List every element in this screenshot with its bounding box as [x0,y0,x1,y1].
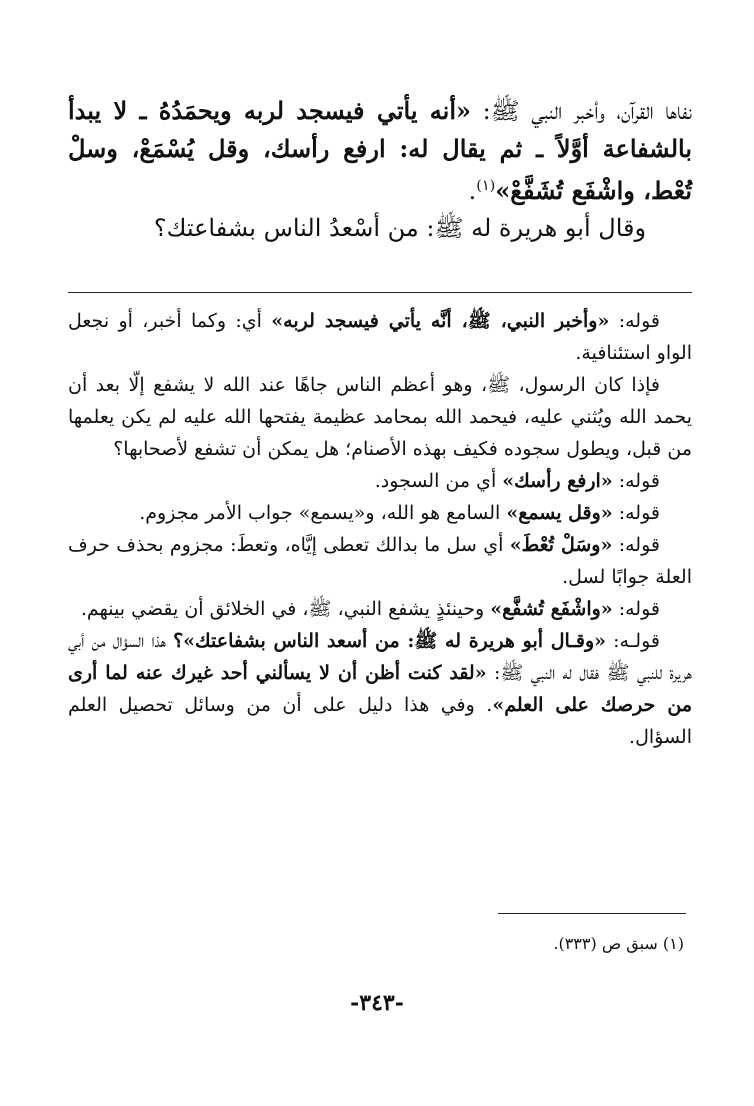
page-number: -٣٤٣- [350,990,404,1016]
commentary-paragraph-5 [68,529,692,593]
abu-hurayra-question: وقال أبو هريرة له ﷺ: من أسْعدُ الناس بشفاعتك؟ [153,214,647,242]
commentary-paragraph-7 [68,625,692,753]
end-dot: . [468,177,477,205]
commentary-paragraph-2: فإذا كان الرسول، ﷺ، وهو أعظم الناس جاهًا عند الله لا يشفع إلّا بعد أن يحمد الله ويُثني عليه، فيحمد الله بمحامد عظيمة يفتحها الله عليه لم يكن يعلمها من قبل، ويطول سجوده فكيف بهذه الأصنام؛ هل يمكن أن تشفع لأصحابها؟ [68,374,692,460]
explanation: أي سل ما بدالك تعطى إيَّاه، وتعطَ: مجزوم بحذف حرف العلة جوابًا لسل. [68,534,692,588]
explanation: هذا السؤال من أبي هريرة للنبي ﷺ فقال له النبي ﷺ: [68,630,693,684]
commentary-paragraph-6 [68,593,692,625]
commentary-paragraph-1 [68,305,692,369]
label: قولـه: [606,630,660,652]
explanation: السامع هو الله، و«يسمع» جواب الأمر مجزوم. [139,502,507,524]
commentary [68,305,692,753]
label: قوله: [612,470,660,492]
label: قوله: [612,534,660,556]
explanation: أي من السجود. [374,470,503,492]
footnote: (١) سبق ص (٣٣٣). [553,934,684,953]
label: قوله: [609,310,660,332]
hadith-quote: «أنه يأتي فيسجد لربه ويحمَدُهُ ـ لا يبدأ بالشفاعة أوَّلاً ـ ثم يقال له: ارفع رأسك، وقل يُسْمَعْ، وسلْ تُعْط، واشْفَع تُشَفَّعْ» [68,96,692,205]
footnote-marker[interactable]: (١) [476,178,496,194]
quoted-phrase: «واشْفَع تُشفَّع» [490,598,613,620]
explanation: وحينئذٍ يشفع النبي، ﷺ، في الخلائق أن يقضي بينهم. [80,598,491,620]
explanation: أي: وكما أخبر، أو نجعل الواو استئنافية. [68,310,692,364]
footnote-separator [498,913,686,914]
quoted-phrase: «وأخبر النبي، ﷺ، أنَّه يأتي فيسجد لربه» [271,310,610,332]
quoted-phrase: «وقل يسمع» [506,502,613,524]
quoted-phrase: «وسَلْ تُعْطَ» [509,534,613,556]
main-last-line [68,210,692,247]
main-line-start: نفاها القرآن، وأخبر النبي ﷺ: [471,97,692,125]
main-text [68,92,692,247]
commentary-paragraph-3 [68,465,692,497]
separator-line [68,292,692,293]
hadith-quote: «لقد كنت أظن أن لا يسألني أحد غيرك عنه لما أرى من حرصك على العلم» [68,662,692,716]
commentary-paragraph-4 [68,497,692,529]
label: قوله: [612,502,660,524]
explanation: . وفي هذا دليل على أن من وسائل تحصيل العلم السؤال. [68,694,692,748]
quoted-phrase: «وقـال أبو هريرة له ﷺ: من أسعد الناس بشفاعتك»؟ [173,630,607,652]
quoted-phrase: «ارفع رأسك» [502,470,613,492]
label: قوله: [612,598,660,620]
main-paragraph [68,92,692,210]
